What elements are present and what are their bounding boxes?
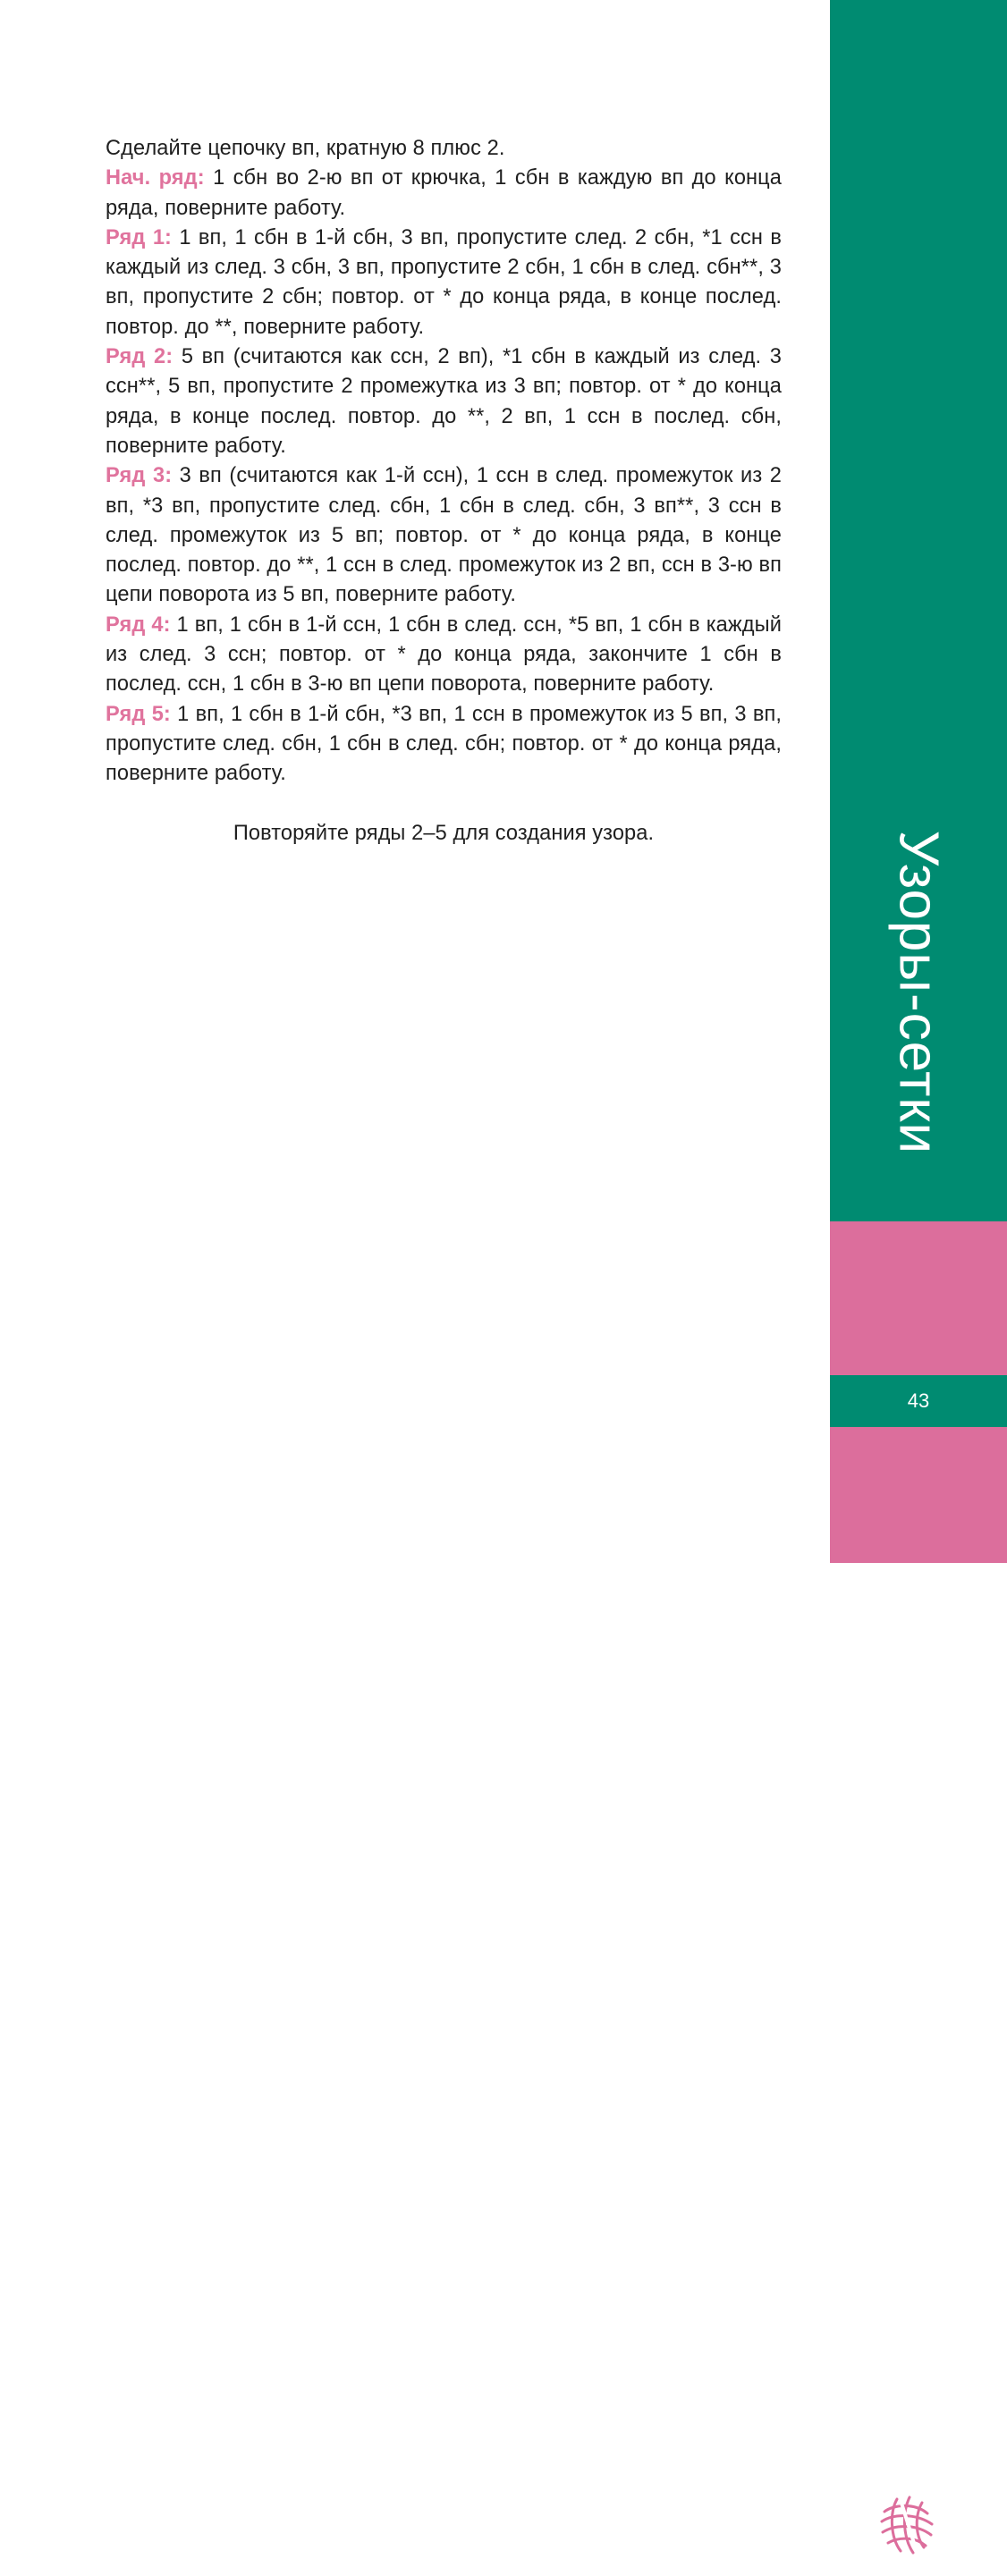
row-text: 3 вп (считаются как 1-й ссн), 1 ссн в след. промежуток из 2 вп, *3 вп, пропустите след. сбн, 1 сбн в след. сбн, 3 вп**, 3 ссн в след. промежуток из 5 вп; повтор. от * до конца ряда, в конце послед. повтор. до **, 1 ссн в след. промежуток из 2 вп, ссн в 3-ю вп цепи поворота из 5 вп, поверните работу.	[106, 464, 782, 607]
pattern-instructions	[106, 134, 782, 849]
row-4	[106, 611, 782, 700]
sidebar-pink-bottom-band	[830, 1427, 1007, 1563]
row-label: Ряд 3:	[106, 464, 173, 488]
row-text: 1 вп, 1 сбн в 1-й ссн, 1 сбн в след. ссн, *5 вп, 1 сбн в каждый из след. 3 ссн; повтор. от * до конца ряда, закончите 1 сбн в послед. ссн, 1 сбн в 3-ю вп цепи поворота, поверните работу.	[106, 612, 782, 697]
row-2	[106, 342, 782, 461]
row-label: Ряд 2:	[106, 345, 173, 369]
repeat-note: Повторяйте ряды 2–5 для создания узора.	[233, 821, 655, 845]
row-label: Ряд 4:	[106, 612, 171, 637]
row-text: 5 вп (считаются как ссн, 2 вп), *1 сбн в каждый из след. 3 ссн**, 5 вп, пропустите 2 промежутка из 3 вп; повтор. от * до конца ряда, в конце послед. повтор. до **, 2 вп, 1 ссн в послед. сбн, поверните работу.	[106, 345, 782, 458]
page-number: 43	[907, 1389, 930, 1412]
row-label: Нач. ряд:	[106, 166, 205, 190]
intro-line: Сделайте цепочку вп, кратную 8 плюс 2.	[106, 137, 505, 160]
sidebar-icon-band	[830, 1221, 1007, 1375]
row-label: Ряд 1:	[106, 225, 172, 249]
row-text: 1 сбн во 2-ю вп от крючка, 1 сбн в каждую вп до конца ряда, поверните работу.	[106, 166, 783, 220]
row-1	[106, 224, 782, 342]
chapter-sidebar	[830, 0, 1007, 1563]
row-5	[106, 700, 782, 790]
row-3	[106, 461, 782, 610]
yarn-ball-crochet-hook-icon	[838, 2472, 947, 2576]
section-title: Узоры-сетки	[887, 830, 950, 1155]
row-text: 1 вп, 1 сбн в 1-й сбн, 3 вп, пропустите след. 2 сбн, *1 ссн в каждый из след. 3 сбн, 3 вп, пропустите 2 сбн, 1 сбн в след. сбн**, 3 вп, пропустите 2 сбн; повтор. от * до конца ряда, в конце послед. повтор. до **, поверните работу.	[106, 225, 782, 339]
row-label: Ряд 5:	[106, 702, 171, 726]
row-start	[106, 164, 782, 224]
row-text: 1 вп, 1 сбн в 1-й сбн, *3 вп, 1 ссн в промежуток из 5 вп, 3 вп, пропустите след. сбн, 1 сбн в след. сбн; повтор. от * до конца ряда, поверните работу.	[106, 702, 782, 786]
